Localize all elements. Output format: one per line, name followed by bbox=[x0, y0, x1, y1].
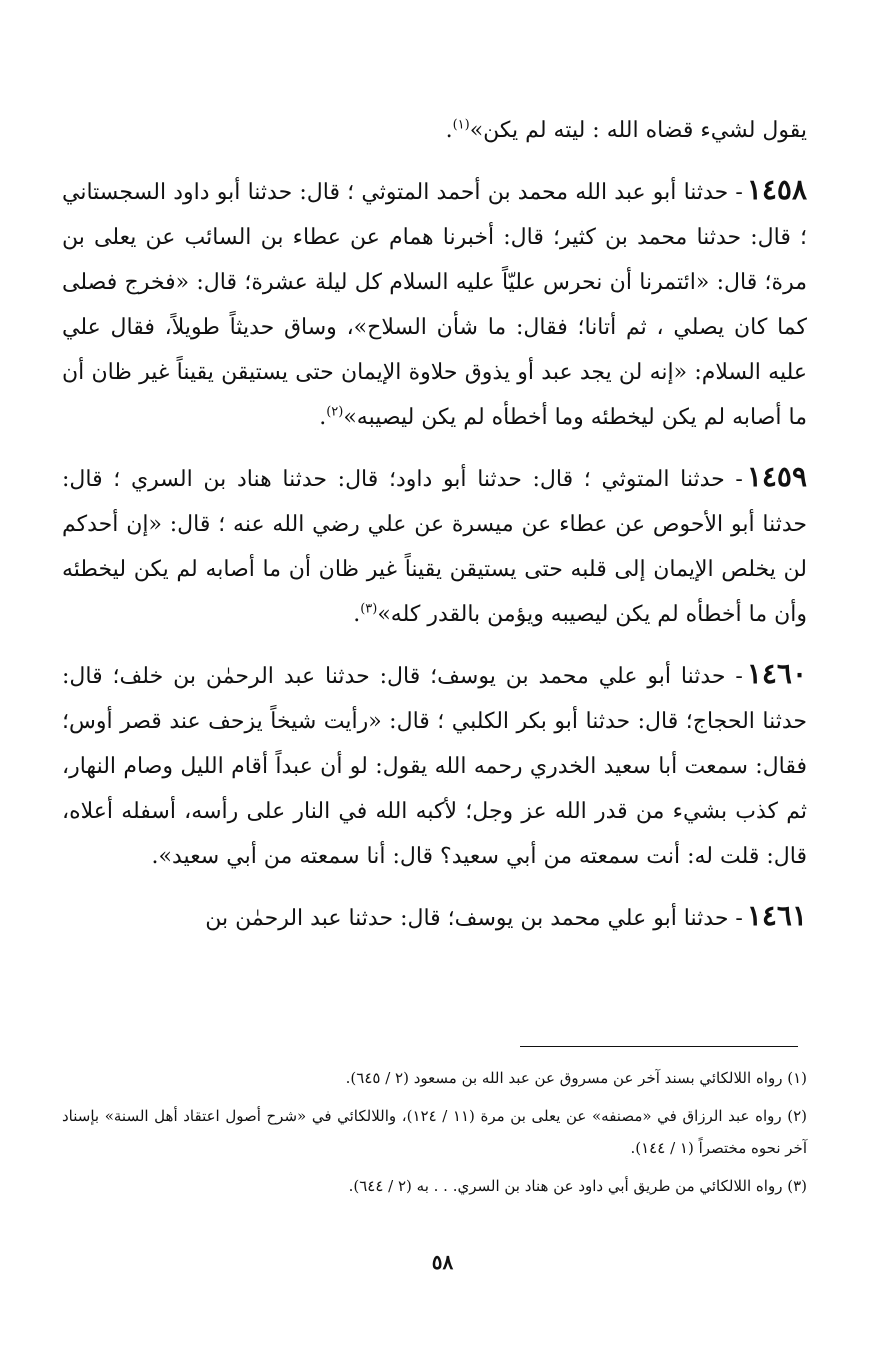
footnote-ref: (١) bbox=[452, 117, 470, 133]
footnote-1: (١) رواه اللالكائي بسند آخر عن مسروق عن عبد الله بن مسعود (٢ / ٦٤٥). bbox=[345, 1069, 807, 1087]
footnote-3: (٣) رواه اللالكائي من طريق أبي داود عن هناد بن السري. . . به (٢ / ٦٤٤). bbox=[348, 1177, 807, 1195]
paragraph-text: - حدثنا أبو عبد الله محمد بن أحمد المتوثي ؛ قال: حدثنا أبو داود السجستاني ؛ قال: حدثنا محمد بن كثير؛ قال: أخبرنا همام عن عطاء بن السائب عن يعلى بن مرة؛ قال: «ائتمرنا أن نحرس عليّاً عليه السلام كل ليلة عشرة؛ قال: «فخرج فصلى كما كان يصلي ، ثم أتانا؛ فقال: ما شأن السلاح»، وساق حديثاً طويلاً، فقال علي عليه السلام: «إنه لن يجد عبد أو يذوق حلاوة الإيمان حتى يستيقن يقيناً غير ظان أن ما أصابه لم يكن ليخطئه وما أخطأه لم يكن ليصيبه» bbox=[62, 180, 807, 430]
paragraph-continuation bbox=[62, 108, 807, 153]
footnotes bbox=[62, 1062, 807, 1208]
hadith-number: ١٤٦٠ bbox=[746, 657, 807, 690]
paragraph-text: - حدثنا أبو علي محمد بن يوسف؛ قال: حدثنا عبد الرحمٰن بن خلف؛ قال: حدثنا الحجاج؛ قال: حدثنا أبو بكر الكلبي ؛ قال: «رأيت شيخاً يزحف عند قصر أوس؛ فقال: سمعت أبا سعيد الخدري رحمه الله يقول: لو أن عبداً أقام الليل وصام النهار، ثم كذب بشيء من قدر الله عز وجل؛ لأكبه الله في النار على رأسه، أسفله أعلاه، قال: قلت له: أنت سمعته من أبي سعيد؟ قال: أنا سمعته من أبي سعيد» bbox=[62, 664, 807, 869]
paragraph-text: - حدثنا أبو علي محمد بن يوسف؛ قال: حدثنا عبد الرحمٰن بن bbox=[205, 906, 743, 931]
hadith-number: ١٤٦١ bbox=[746, 899, 807, 932]
hadith-number: ١٤٥٨ bbox=[746, 173, 807, 206]
paragraph-tail: . bbox=[319, 405, 327, 430]
footnote-divider bbox=[520, 1046, 798, 1047]
page-number: ٥٨ bbox=[431, 1250, 454, 1274]
paragraph-tail: . bbox=[151, 844, 159, 869]
hadith-1460 bbox=[62, 651, 807, 879]
paragraph-text: يقول لشيء قضاه الله : ليته لم يكن» bbox=[469, 118, 807, 143]
hadith-1459 bbox=[62, 454, 807, 637]
footnote-ref: (٣) bbox=[360, 601, 378, 617]
paragraph-tail: . bbox=[445, 118, 453, 143]
footnote-2: (٢) رواه عبد الرزاق في «مصنفه» عن يعلى بن مرة (١١ / ١٢٤)، واللالكائي في «شرح أصول اعتقاد أهل السنة» بإسناد آخر نحوه مختصراً (١ / ١٤٤). bbox=[62, 1107, 807, 1157]
paragraph-tail: . bbox=[353, 602, 361, 627]
hadith-1458 bbox=[62, 167, 807, 440]
main-text bbox=[62, 108, 807, 955]
hadith-number: ١٤٥٩ bbox=[746, 460, 807, 493]
hadith-1461 bbox=[62, 893, 807, 941]
footnote-ref: (٢) bbox=[326, 404, 344, 420]
paragraph-text: - حدثنا المتوثي ؛ قال: حدثنا أبو داود؛ قال: حدثنا هناد بن السري ؛ قال: حدثنا أبو الأحوص عن عطاء عن ميسرة عن علي رضي الله عنه ؛ قال: «إن أحدكم لن يخلص الإيمان إلى قلبه حتى يستيقن يقيناً غير ظان أن ما أصابه لم يكن ليخطئه وأن ما أخطأه لم يكن ليصيبه ويؤمن بالقدر كله» bbox=[62, 467, 807, 627]
